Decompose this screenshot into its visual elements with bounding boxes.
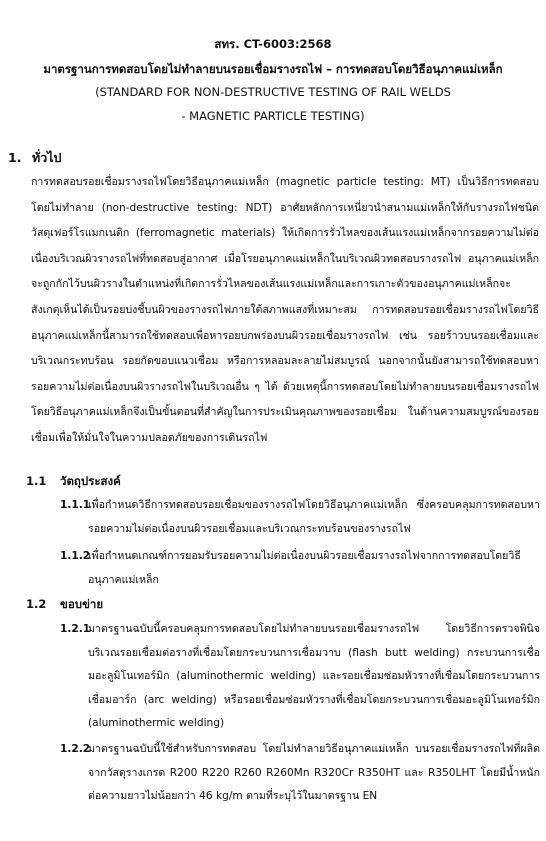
document-title-th: มาตรฐานการทดสอบโดยไม่ทำลายบนรอยเชื่อมรางรถไฟ – การทดสอบโดยวิธีอนุภาคแม่เหล็ก	[43, 62, 503, 76]
section-1-paragraph: การทดสอบรอยเชื่อมรางรถไฟโดยวิธีอนุภาคแม่เหล็ก (magnetic particle testing: MT) เป็นวิธีการทดสอบโดยไม่ทำลาย (non-destructive testing: NDT) อาศัยหลักการเหนี่ยวนำสนามแม่เหล็กให้กับรางรถไฟชนิดวัสดุเฟอร์โรแมกเนติก (ferromagnetic materials) ให้เกิดการรั่วไหลของเส้นแรงแม่เหล็กจากรอยความไม่ต่อเนื่องบริเวณผิวรางรถไฟที่ทดสอบสู่อากาศ เมื่อโรยอนุภาคแม่เหล็กในบริเวณผิวทดสอบรางรถไฟ อนุภาคแม่เหล็กจะถูกกักไว้บนผิวรางในตำแหน่งที่เกิดการรั่วไหลของเส้นแรงแม่เหล็กและการเกาะตัวของอนุภาคแม่เหล็กจะสังเกตุเห็นได้เป็นรอยบ่งชี้บนผิวของรางรถไฟภายใต้สภาพแสงที่เหมาะสม การทดสอบรอยเชื่อมรางรถไฟโดยวิธีอนุภาคแม่เหล็กนี้สามารถใช้ทดสอบเพื่อหารอยบกพร่องบนผิวรอยเชื่อมรางรถไฟ เช่น รอยร้าวบนรอยเชื่อมและบริเวณกระทบร้อน รอยกัดขอบแนวเชื่อม หรือการหลอมละลายไม่สมบูรณ์ นอกจากนั้นยังสามารถใช้ทดสอบหารอยความไม่ต่อเนื่องบนผิวรางรถไฟในบริเวณอื่น ๆ ได้ ด้วยเหตุนี้การทดสอบโดยไม่ทำลายบนรอยเชื่อมรางรถไฟโดยวิธีอนุภาคแม่เหล็กจึงเป็นขั้นตอนที่สำคัญในการประเมินคุณภาพของรอยเชื่อม ในด้านความสมบูรณ์ของรอยเชื่อมเพื่อให้มั่นใจในความปลอดภัยของการเดินรถไฟ	[31, 176, 539, 444]
list-item-1-2-2	[60, 738, 540, 834]
item-number: 1.2.2	[60, 743, 91, 755]
document-title-en-line2: - MAGNETIC PARTICLE TESTING)	[181, 109, 365, 123]
item-text: มาตรฐานฉบับนี้ครอบคลุมการทดสอบโดยไม่ทำลายบนรอยเชื่อมรางรถไฟ โดยวิธีการตรวจพินิจบริเวณรอยเชื่อมต่อรางที่เชื่อมโดยกระบวนการเชื่อมวาบ (flash butt welding) กระบวนการเชื่อมอะลูมิโนเทอร์มิก (aluminothermic welding) และรอยเชื่อมซ่อมหัวรางที่เชื่อมโดยกระบวนการเชื่อมอาร์ก (arc welding) หรือรอยเชื่อมซ่อมหัวรางที่เชื่อมโดยกระบวนการเชื่อมอะลูมิโนเทอร์มิก (aluminothermic welding)	[88, 623, 540, 729]
section-1-2-heading	[26, 596, 103, 614]
item-text: เพื่อกำหนดเกณฑ์การยอมรับรอยความไม่ต่อเนื่องบนผิวรอยเชื่อมรางรถไฟจากการทดสอบโดยวิธีอนุภาคแม่เหล็ก	[88, 550, 521, 586]
list-item-1-1-2	[60, 545, 540, 592]
document-code: สทร. CT-6003:2568	[214, 37, 332, 51]
section-1-heading	[8, 148, 61, 168]
section-1-1-title: วัตถุประสงค์	[60, 474, 121, 488]
item-text: เพื่อกำหนดวิธีการทดสอบรอยเชื่อมของรางรถไฟโดยวิธีอนุภาคแม่เหล็ก ซึ่งครอบคลุมการทดสอบหารอยความไม่ต่อเนื่องบนผิวรอยเชื่อมและบริเวณกระทบร้อนของรางรถไฟ	[88, 499, 540, 535]
item-number: 1.1.1	[60, 499, 91, 511]
item-number: 1.1.2	[60, 550, 91, 562]
section-1-2-number: 1.2	[26, 597, 47, 611]
list-item-1-2-1	[60, 618, 540, 736]
section-1-2-title: ขอบข่าย	[60, 597, 104, 611]
section-1-1-heading	[26, 473, 121, 491]
item-text: มาตรฐานฉบับนี้ใช้สำหรับการทดสอบ โดยไม่ทำลายวิธีอนุภาคแม่เหล็ก บนรอยเชื่อมรางรถไฟที่ผลิตจากวัสดุรางเกรด R200 R220 R260 R260Mn R320Cr R350HT และ R350LHT โดยมีน้ำหนักต่อความยาวไม่น้อยกว่า 46 kg/m ตามที่ระบุไว้ในมาตรฐาน EN	[88, 743, 540, 802]
section-1-1-number: 1.1	[26, 474, 47, 488]
section-1-number: 1.	[8, 150, 22, 165]
document-title-en-line1: (STANDARD FOR NON-DESTRUCTIVE TESTING OF RAIL WELDS	[95, 85, 451, 99]
item-number: 1.2.1	[60, 623, 91, 635]
section-1-title: ทั่วไป	[32, 150, 62, 165]
list-item-1-1-1	[60, 494, 540, 541]
